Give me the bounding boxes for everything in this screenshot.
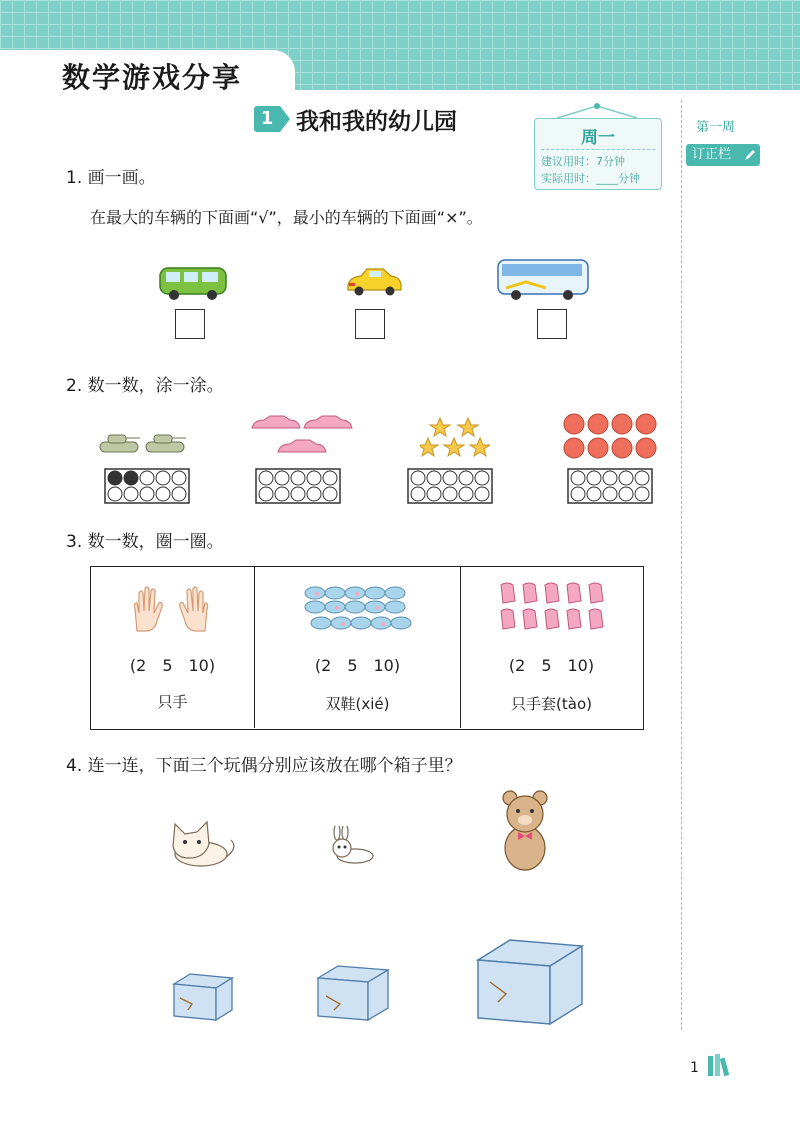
pink-car-icon	[250, 414, 354, 462]
car-icon	[345, 265, 403, 297]
actual-time: 实际用时：____分钟	[541, 172, 640, 185]
table-cell-mittens	[461, 567, 642, 728]
lesson-arrow-icon	[280, 106, 290, 132]
page-number: 1	[690, 1060, 699, 1076]
books-icon	[706, 1052, 736, 1078]
bear-toy-icon[interactable]	[496, 790, 554, 872]
answer-box-car[interactable]	[355, 309, 385, 339]
large-box-icon[interactable]	[476, 938, 584, 1026]
suggested-time: 建议用时：7分钟	[541, 155, 625, 168]
week-label: 第一周	[696, 120, 736, 135]
q1-instruction: 在最大的车辆的下面画“√”，最小的车辆的下面画“×”。	[90, 208, 483, 227]
counting-table	[90, 566, 644, 730]
apple-icon	[562, 410, 658, 462]
ten-frame-tanks[interactable]	[104, 468, 190, 504]
star-icon	[420, 416, 490, 458]
choice-mittens[interactable]: (2 5 10)	[508, 656, 595, 675]
answer-box-small-bus[interactable]	[175, 309, 205, 339]
ten-frame-cars[interactable]	[255, 468, 341, 504]
mitten-icon	[497, 581, 609, 633]
day-card	[534, 118, 662, 190]
table-cell-shoes	[255, 567, 461, 728]
choice-hands[interactable]: (2 5 10)	[129, 656, 216, 675]
cat-toy-icon[interactable]	[165, 818, 239, 868]
lesson-number: 1	[254, 106, 280, 132]
shoe-icon	[303, 581, 413, 637]
rabbit-toy-icon[interactable]	[327, 826, 375, 864]
pencil-icon	[744, 149, 756, 161]
unit-shoes: 双鞋(xié)	[325, 695, 390, 713]
unit-hands: 只手	[157, 693, 188, 711]
correction-tag[interactable]	[686, 144, 760, 166]
medium-box-icon[interactable]	[316, 964, 390, 1022]
correction-column-rule	[681, 100, 682, 1030]
minibus-icon	[158, 262, 228, 302]
unit-mittens: 只手套(tào)	[511, 695, 592, 713]
section-title: 数学游戏分享	[62, 61, 243, 94]
bus-icon	[496, 256, 592, 302]
lesson-title: 我和我的幼儿园	[296, 109, 457, 135]
q4-title: 4. 连一连，下面三个玩偶分别应该放在哪个箱子里？	[66, 756, 462, 776]
answer-box-bus[interactable]	[537, 309, 567, 339]
ten-frame-apples[interactable]	[567, 468, 653, 504]
choice-shoes[interactable]: (2 5 10)	[314, 656, 401, 675]
q1-title: 1. 画一画。	[66, 168, 156, 188]
small-box-icon[interactable]	[172, 972, 234, 1022]
card-hanger-icon	[555, 100, 639, 120]
hand-icon	[131, 585, 211, 633]
correction-tag-label: 订正栏	[692, 147, 732, 162]
q2-title: 2. 数一数，涂一涂。	[66, 376, 224, 396]
card-divider	[541, 149, 655, 150]
q3-title: 3. 数一数，圈一圈。	[66, 532, 224, 552]
tank-icon	[96, 430, 188, 460]
day-title: 周一	[581, 128, 615, 148]
table-cell-hands	[91, 567, 255, 728]
ten-frame-stars[interactable]	[407, 468, 493, 504]
